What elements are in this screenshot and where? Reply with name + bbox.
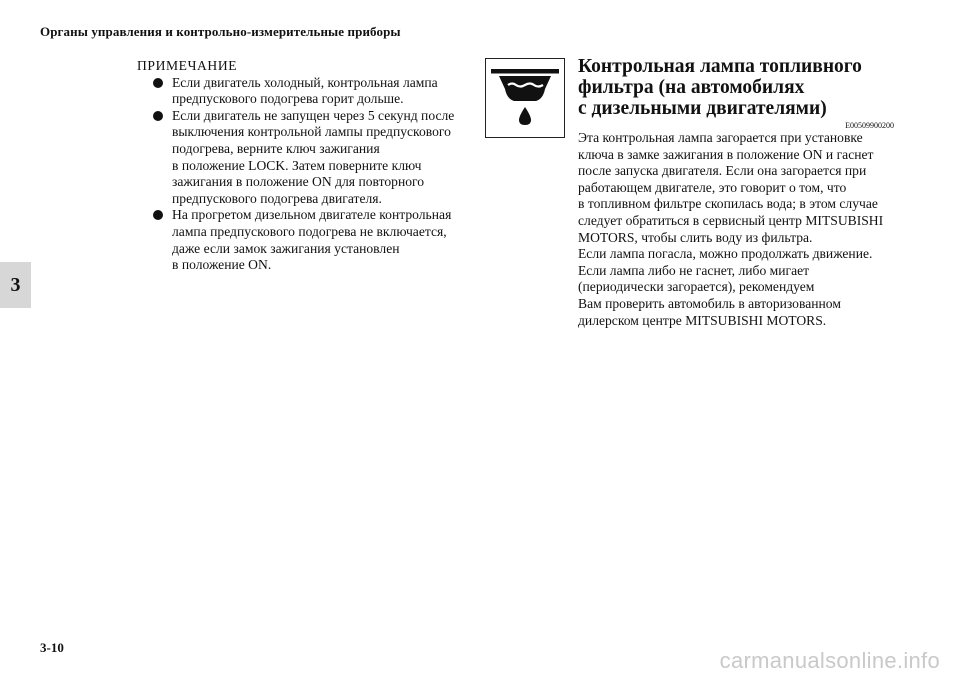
fuel-filter-section: [578, 56, 898, 329]
text-line: выключения контрольной лампы предпускового: [172, 124, 451, 140]
chapter-tab: [0, 262, 31, 308]
title-line: фильтра (на автомобилях: [578, 77, 805, 98]
text-line: в положение LOCK. Затем поверните ключ: [172, 157, 422, 173]
text-line: работающем двигателе, это говорит о том, что: [578, 179, 847, 195]
note-bullet-text: [172, 108, 467, 208]
text-line: (периодически загорается), рекомендуем: [578, 279, 815, 295]
note-label: ПРИМЕЧАНИЕ: [137, 58, 238, 73]
text-line: Вам проверить автомобиль в авторизованном: [578, 295, 841, 311]
chapter-number: 3: [10, 273, 21, 296]
text-line: предпускового подогрева горит дольше.: [172, 91, 404, 107]
text-line: лампа предпускового подогрева не включается,: [172, 223, 447, 239]
text-line: даже если замок зажигания установлен: [172, 240, 400, 256]
text-line: Если двигатель не запущен через 5 секунд после: [172, 107, 455, 123]
note-bullet-text: [172, 75, 467, 108]
section-body: [578, 130, 898, 329]
text-line: подогрева, верните ключ зажигания: [172, 140, 380, 156]
section-title: [578, 56, 898, 119]
text-line: в топливном фильтре скопилась вода; в этом случае: [578, 196, 878, 212]
text-line: Если лампа либо не гаснет, либо мигает: [578, 262, 810, 278]
bullet-icon: [153, 111, 163, 121]
text-line: дилерском центре MITSUBISHI MOTORS.: [578, 312, 827, 328]
text-line: Если двигатель холодный, контрольная лампа: [172, 74, 438, 90]
title-line: с дизельными двигателями): [578, 98, 827, 119]
page-header: Органы управления и контрольно-измерительные приборы: [40, 24, 401, 39]
text-line: в положение ON.: [172, 257, 272, 273]
bullet-icon: [153, 78, 163, 88]
bullet-icon: [153, 210, 163, 220]
fuel-filter-water-icon: [485, 58, 565, 138]
note-bullet-text: [172, 207, 467, 273]
note-bullet: [153, 108, 467, 208]
note-bullet: [153, 75, 467, 108]
note-block: [137, 58, 467, 274]
section-code: E00509900200: [845, 121, 894, 130]
page-number: 3-10: [40, 640, 64, 655]
text-line: Если лампа погасла, можно продолжать движение.: [578, 246, 873, 262]
text-line: MOTORS, чтобы слить воду из фильтра.: [578, 229, 813, 245]
text-line: Эта контрольная лампа загорается при установке: [578, 130, 863, 145]
text-line: зажигания в положение ON для повторного: [172, 174, 425, 190]
text-line: На прогретом дизельном двигателе контрольная: [172, 207, 452, 223]
text-line: ключа в замке зажигания в положение ON и гаснет: [578, 146, 874, 162]
watermark: carmanualsonline.info: [719, 648, 940, 673]
text-line: следует обратиться в сервисный центр MITSUBISHI: [578, 212, 884, 228]
text-line: предпускового подогрева двигателя.: [172, 190, 382, 206]
title-line: Контрольная лампа топливного: [578, 56, 862, 77]
text-line: после запуска двигателя. Если она загорается при: [578, 163, 867, 179]
note-bullet: [153, 207, 467, 273]
